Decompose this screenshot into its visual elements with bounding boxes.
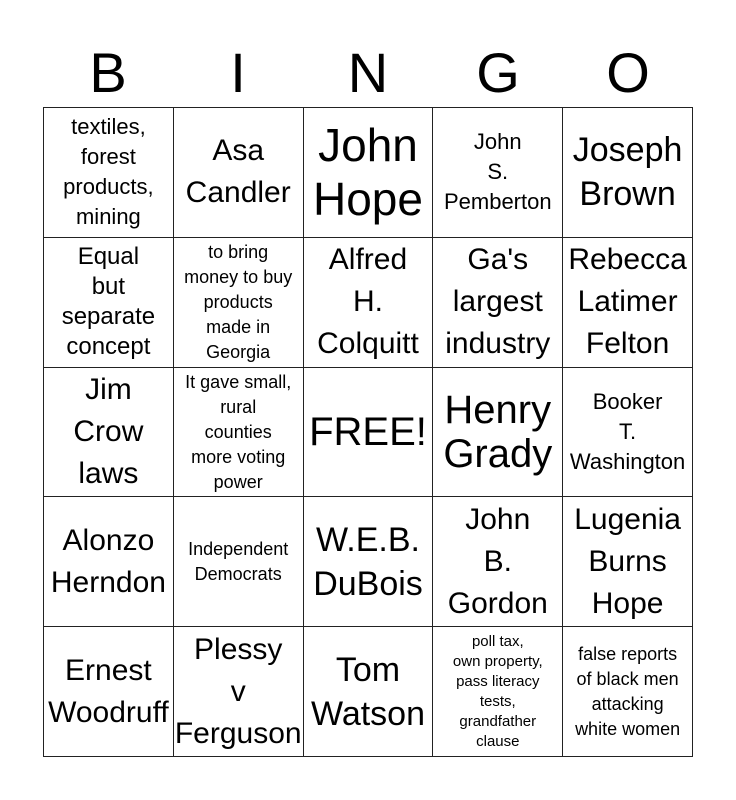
- bingo-cell: [304, 238, 434, 368]
- cell-text: to bring money to buy products made in Georgia: [184, 241, 293, 362]
- cell-text: Jim Crow laws: [73, 373, 144, 490]
- cell-text: Ga's largest industry: [445, 243, 551, 361]
- bingo-cell: [304, 627, 434, 757]
- cell-text: Tom Watson: [310, 650, 425, 733]
- header-letter-n: N: [347, 41, 389, 104]
- cell-text: Alonzo Herndon: [50, 523, 166, 599]
- cell-text: Booker T. Washington: [569, 388, 686, 474]
- bingo-card-grid: [43, 107, 693, 757]
- bingo-cell: [433, 627, 563, 757]
- bingo-cell-free: [304, 368, 434, 498]
- cell-text: Equal but separate concept: [61, 243, 156, 361]
- bingo-cell: [44, 108, 174, 238]
- cell-text: textiles, forest products, mining: [63, 114, 154, 230]
- header-letter-i: I: [230, 41, 246, 104]
- header-letter-g: G: [476, 41, 520, 104]
- cell-text: Rebecca Latimer Felton: [568, 243, 687, 361]
- bingo-cell: [44, 368, 174, 498]
- cell-text: false reports of black men attacking white women: [575, 643, 681, 739]
- bingo-header: [43, 40, 693, 106]
- cell-text: poll tax, own property, pass literacy tests, grandfather clause: [452, 632, 543, 750]
- cell-text: Independent Democrats: [188, 538, 289, 584]
- bingo-cell: [174, 368, 304, 498]
- bingo-cell: [174, 627, 304, 757]
- bingo-cell: [304, 108, 434, 238]
- bingo-cell: [563, 108, 693, 238]
- bingo-cell: [44, 238, 174, 368]
- cell-text: John S. Pemberton: [443, 129, 552, 215]
- bingo-cell: [563, 497, 693, 627]
- bingo-cell: [433, 368, 563, 498]
- bingo-cell: [304, 497, 434, 627]
- cell-text: W.E.B. DuBois: [313, 520, 423, 603]
- cell-text: John Hope: [313, 119, 423, 226]
- bingo-cell: [174, 497, 304, 627]
- bingo-cell: [563, 627, 693, 757]
- bingo-cell: [174, 108, 304, 238]
- cell-text: FREE!: [309, 409, 427, 454]
- bingo-cell: [563, 238, 693, 368]
- cell-text: It gave small, rural counties more voting power: [185, 371, 292, 492]
- bingo-cell: [563, 368, 693, 498]
- cell-text: Henry Grady: [443, 387, 553, 476]
- cell-text: Ernest Woodruff: [48, 653, 169, 729]
- bingo-cell: [44, 497, 174, 627]
- bingo-cell: [174, 238, 304, 368]
- cell-text: Lugenia Burns Hope: [574, 502, 681, 620]
- cell-text: Alfred H. Colquitt: [317, 243, 419, 361]
- cell-text: John B. Gordon: [447, 502, 548, 620]
- bingo-cell: [433, 108, 563, 238]
- cell-text: Plessy v Ferguson: [174, 632, 302, 750]
- bingo-cell: [44, 627, 174, 757]
- header-letter-o: O: [606, 41, 650, 104]
- cell-text: Joseph Brown: [572, 131, 683, 214]
- header-letter-b: B: [89, 41, 127, 104]
- cell-text: Asa Candler: [185, 134, 291, 210]
- bingo-cell: [433, 497, 563, 627]
- bingo-cell: [433, 238, 563, 368]
